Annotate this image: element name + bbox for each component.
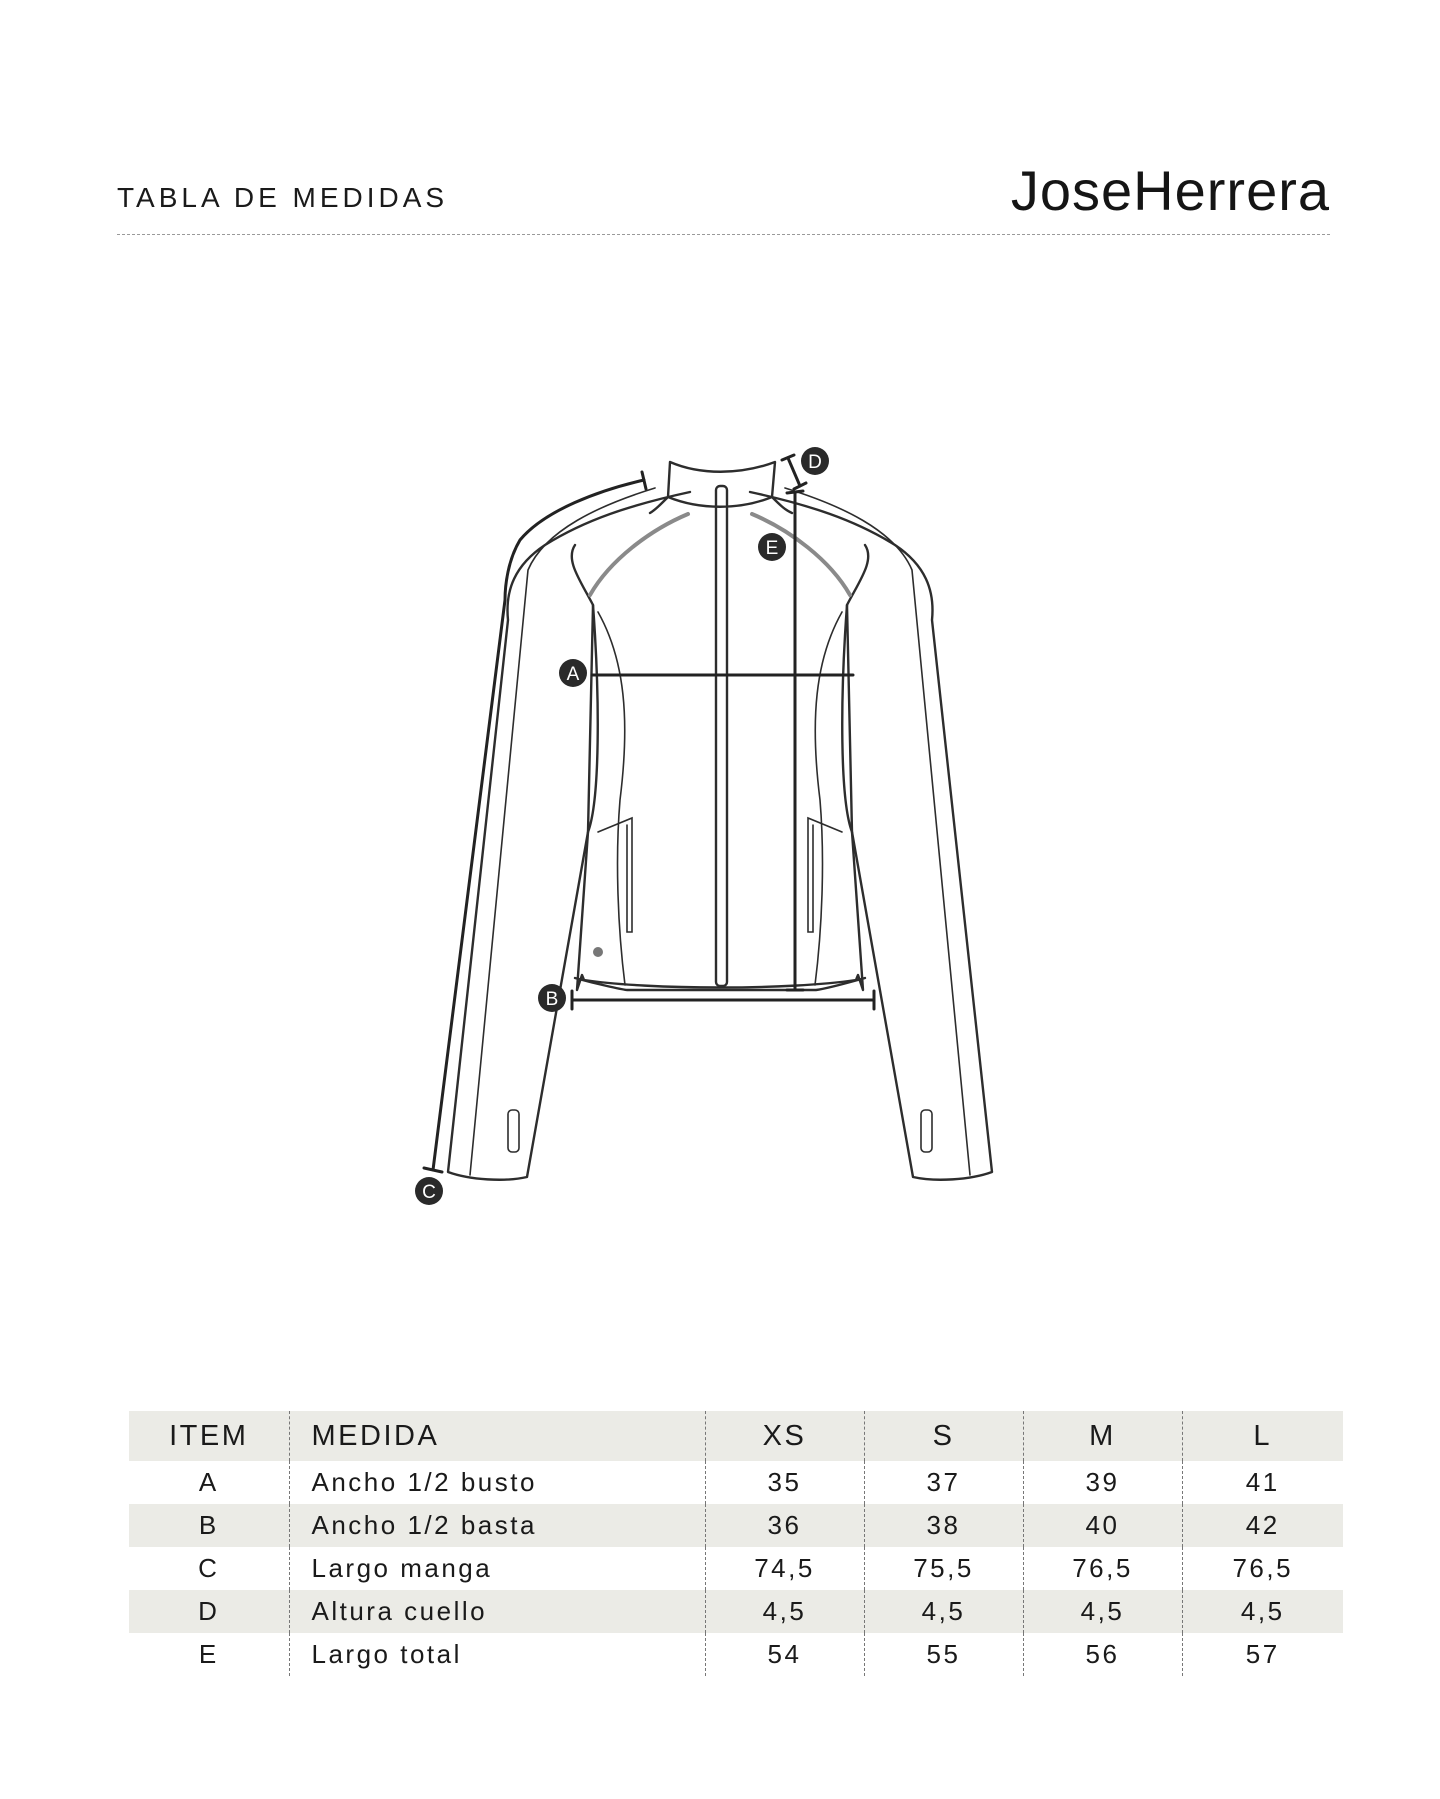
marker-a-label: A — [566, 664, 580, 685]
measure-c-line — [433, 480, 644, 1170]
cell-l: 57 — [1182, 1633, 1343, 1676]
cell-m: 4,5 — [1023, 1590, 1182, 1633]
cell-item: A — [198, 1467, 219, 1497]
marker-d — [801, 447, 829, 475]
jacket-thumb-loop-left — [508, 1110, 519, 1152]
marker-c — [415, 1177, 443, 1205]
cell-item: B — [129, 1504, 289, 1547]
cell-m: 40 — [1023, 1504, 1182, 1547]
cell-s: 37 — [864, 1461, 1023, 1504]
table-row — [129, 1547, 1343, 1590]
measure-c-tick-bottom — [424, 1168, 442, 1172]
jacket-collar — [668, 462, 775, 507]
measure-e-tick-top — [787, 491, 803, 493]
header-m: M — [1023, 1411, 1182, 1461]
cell-name: Largo manga — [289, 1547, 705, 1590]
jacket-shoulder-seam-left — [590, 514, 688, 595]
marker-b-label: B — [545, 989, 559, 1010]
jacket-pocket-left — [598, 818, 632, 932]
cell-s: 75,5 — [864, 1547, 1023, 1590]
marker-e-label: E — [765, 538, 779, 559]
cell-xs: 74,5 — [705, 1547, 864, 1590]
jacket-zipper — [716, 486, 727, 986]
cell-xs: 35 — [705, 1461, 864, 1504]
cell-item: D — [129, 1590, 289, 1633]
cell-s: 55 — [864, 1633, 1023, 1676]
marker-b — [538, 984, 566, 1012]
brand-logo: JoseHerrera — [1010, 159, 1330, 222]
cell-xs: 36 — [705, 1504, 864, 1547]
jacket-princess-seam-right — [815, 612, 842, 985]
cell-l: 42 — [1182, 1504, 1343, 1547]
cell-xs: 4,5 — [705, 1590, 864, 1633]
header-xs: XS — [705, 1411, 864, 1461]
jacket-right-sleeve — [750, 492, 992, 1180]
cell-m: 56 — [1023, 1633, 1182, 1676]
cell-name: Ancho 1/2 basta — [289, 1504, 705, 1547]
cell-s: 4,5 — [864, 1590, 1023, 1633]
cell-xs: 54 — [705, 1633, 864, 1676]
marker-c-label: C — [422, 1182, 436, 1203]
jacket-pocket-right — [808, 818, 842, 932]
cell-name: Largo total — [289, 1633, 705, 1676]
jacket-princess-seam-left — [598, 612, 625, 985]
size-table — [129, 1411, 1343, 1676]
measure-d-line — [788, 458, 800, 486]
jacket-logo-dot — [593, 947, 603, 957]
table-row — [129, 1504, 1343, 1547]
header-l: L — [1182, 1411, 1343, 1461]
header-medida: MEDIDA — [289, 1411, 705, 1461]
measure-c-tick-top — [642, 472, 646, 489]
cell-l: 76,5 — [1182, 1547, 1343, 1590]
table-row — [129, 1590, 1343, 1633]
cell-m: 39 — [1023, 1461, 1182, 1504]
header-item: ITEM — [129, 1411, 289, 1461]
cell-item: E — [198, 1639, 219, 1669]
marker-a — [559, 659, 587, 687]
cell-s: 38 — [864, 1504, 1023, 1547]
cell-l: 4,5 — [1182, 1590, 1343, 1633]
cell-l: 41 — [1182, 1461, 1343, 1504]
cell-m: 76,5 — [1023, 1547, 1182, 1590]
marker-e — [758, 533, 786, 561]
jacket-left-sleeve — [448, 492, 690, 1180]
table-header-row — [129, 1411, 1343, 1461]
table-row — [129, 1633, 1343, 1676]
header-s: S — [864, 1411, 1023, 1461]
cell-item: C — [198, 1553, 220, 1583]
table-row — [129, 1461, 1343, 1504]
cell-name: Altura cuello — [289, 1590, 705, 1633]
jacket-thumb-loop-right — [921, 1110, 932, 1152]
document-title: TABLA DE MEDIDAS — [117, 182, 449, 213]
marker-d-label: D — [808, 452, 822, 473]
cell-name: Ancho 1/2 busto — [289, 1461, 705, 1504]
